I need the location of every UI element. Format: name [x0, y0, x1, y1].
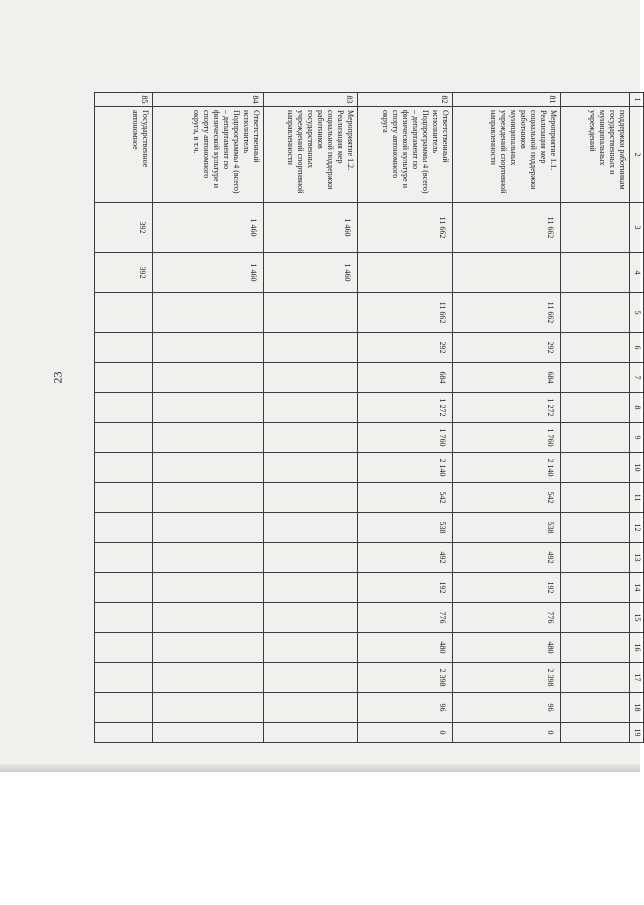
- header-cell: 19: [630, 723, 644, 743]
- value-cell: [263, 633, 358, 663]
- value-cell: 684: [452, 363, 560, 393]
- header-cell: 15: [630, 603, 644, 633]
- value-cell: [358, 253, 453, 293]
- value-cell: [153, 513, 263, 543]
- value-cell: [263, 423, 358, 453]
- value-cell: [263, 723, 358, 743]
- value-cell: [560, 293, 630, 333]
- header-cell: 2: [630, 107, 644, 203]
- value-cell: [560, 363, 630, 393]
- header-cell: 14: [630, 573, 644, 603]
- value-cell: [153, 453, 263, 483]
- value-cell: [263, 693, 358, 723]
- value-cell: 480: [358, 633, 453, 663]
- value-cell: 96: [358, 693, 453, 723]
- table-row: [358, 93, 453, 743]
- row-number-cell: 85: [95, 93, 154, 107]
- value-cell: 542: [358, 483, 453, 513]
- value-cell: [560, 603, 630, 633]
- row-label-cell: Мероприятие 1.1. Реализация мер социальной поддержки работников муниципальных учреждений спортивной направленности: [452, 107, 560, 203]
- value-cell: 776: [452, 603, 560, 633]
- value-cell: 0: [452, 723, 560, 743]
- value-cell: 2 140: [358, 453, 453, 483]
- header-cell: 3: [630, 203, 644, 253]
- page-number: 23: [50, 371, 65, 384]
- header-cell: 11: [630, 483, 644, 513]
- value-cell: [560, 573, 630, 603]
- value-cell: 192: [452, 573, 560, 603]
- table-row: [95, 93, 154, 743]
- value-cell: [153, 573, 263, 603]
- value-cell: [263, 663, 358, 693]
- value-cell: [452, 253, 560, 293]
- value-cell: 1 272: [358, 393, 453, 423]
- header-cell: 16: [630, 633, 644, 663]
- value-cell: [95, 603, 154, 633]
- value-cell: 480: [452, 633, 560, 663]
- value-cell: 11 662: [358, 293, 453, 333]
- value-cell: 492: [452, 543, 560, 573]
- value-cell: [95, 633, 154, 663]
- header-cell: 18: [630, 693, 644, 723]
- value-cell: [95, 393, 154, 423]
- value-cell: [560, 423, 630, 453]
- header-cell: 4: [630, 253, 644, 293]
- value-cell: [153, 603, 263, 633]
- value-cell: 542: [452, 483, 560, 513]
- header-cell: 13: [630, 543, 644, 573]
- header-cell: 12: [630, 513, 644, 543]
- value-cell: [263, 363, 358, 393]
- value-cell: [153, 423, 263, 453]
- value-cell: 1 760: [452, 423, 560, 453]
- value-cell: [153, 543, 263, 573]
- value-cell: 11 662: [452, 293, 560, 333]
- value-cell: [153, 723, 263, 743]
- value-cell: [95, 513, 154, 543]
- value-cell: 1 460: [263, 253, 358, 293]
- value-cell: [95, 483, 154, 513]
- row-label-cell: Государственное автономное: [95, 107, 154, 203]
- value-cell: 292: [452, 333, 560, 363]
- value-cell: 11 662: [452, 203, 560, 253]
- value-cell: 0: [358, 723, 453, 743]
- scan-edge: [0, 764, 640, 772]
- value-cell: [263, 453, 358, 483]
- value-cell: [560, 203, 630, 253]
- value-cell: [560, 393, 630, 423]
- value-cell: [153, 693, 263, 723]
- value-cell: [263, 543, 358, 573]
- table-rotated-wrapper: [94, 92, 644, 742]
- budget-table: [94, 92, 644, 743]
- value-cell: [95, 423, 154, 453]
- value-cell: 1 760: [358, 423, 453, 453]
- table-row: [452, 93, 560, 743]
- header-cell: 7: [630, 363, 644, 393]
- header-cell: 5: [630, 293, 644, 333]
- value-cell: [263, 603, 358, 633]
- value-cell: [560, 633, 630, 663]
- value-cell: [560, 663, 630, 693]
- row-number-cell: 83: [263, 93, 358, 107]
- value-cell: 392: [95, 203, 154, 253]
- table-body: [95, 93, 644, 743]
- value-cell: 392: [95, 253, 154, 293]
- value-cell: [560, 453, 630, 483]
- value-cell: [95, 693, 154, 723]
- value-cell: [95, 573, 154, 603]
- value-cell: [560, 333, 630, 363]
- value-cell: [263, 293, 358, 333]
- value-cell: [95, 543, 154, 573]
- value-cell: 2 398: [452, 663, 560, 693]
- value-cell: 292: [358, 333, 453, 363]
- value-cell: 2 140: [452, 453, 560, 483]
- value-cell: 1 460: [153, 203, 263, 253]
- value-cell: [263, 393, 358, 423]
- value-cell: 192: [358, 573, 453, 603]
- value-cell: 684: [358, 363, 453, 393]
- value-cell: [153, 483, 263, 513]
- header-cell: 9: [630, 423, 644, 453]
- table-row: [263, 93, 358, 743]
- value-cell: [560, 253, 630, 293]
- value-cell: 1 460: [153, 253, 263, 293]
- value-cell: [560, 483, 630, 513]
- row-label-cell: Ответственный исполнитель Подпрограммы 4 (всего) – департамент по физической культуре и спорту автономного округа: [358, 107, 453, 203]
- value-cell: 2 398: [358, 663, 453, 693]
- value-cell: 96: [452, 693, 560, 723]
- value-cell: [95, 723, 154, 743]
- header-cell: 1: [630, 93, 644, 107]
- value-cell: 11 662: [358, 203, 453, 253]
- value-cell: [95, 293, 154, 333]
- value-cell: [263, 573, 358, 603]
- value-cell: [560, 543, 630, 573]
- value-cell: 538: [452, 513, 560, 543]
- header-cell: 6: [630, 333, 644, 363]
- row-number-cell: 82: [358, 93, 453, 107]
- row-number-cell: [560, 93, 630, 107]
- header-cell: 10: [630, 453, 644, 483]
- row-label-cell: Ответственный исполнитель Подпрограммы 4 (всего) – департамент по физической культуре и спорту автономного округа, в т.ч.: [153, 107, 263, 203]
- value-cell: [560, 513, 630, 543]
- row-number-cell: 81: [452, 93, 560, 107]
- value-cell: [95, 663, 154, 693]
- row-number-cell: 84: [153, 93, 263, 107]
- value-cell: [263, 333, 358, 363]
- value-cell: [263, 513, 358, 543]
- value-cell: [95, 363, 154, 393]
- table-header-row: [630, 93, 644, 743]
- value-cell: [153, 333, 263, 363]
- value-cell: [153, 633, 263, 663]
- value-cell: [153, 363, 263, 393]
- value-cell: [263, 483, 358, 513]
- value-cell: 538: [358, 513, 453, 543]
- table-row: [560, 93, 630, 743]
- value-cell: 1 272: [452, 393, 560, 423]
- value-cell: 776: [358, 603, 453, 633]
- value-cell: [560, 693, 630, 723]
- value-cell: [153, 663, 263, 693]
- value-cell: [560, 723, 630, 743]
- row-label-cell: Мероприятие 1.2. Реализация мер социальной поддержки работников государственных учреждений спортивной направленности: [263, 107, 358, 203]
- value-cell: 1 460: [263, 203, 358, 253]
- value-cell: [95, 453, 154, 483]
- value-cell: [153, 293, 263, 333]
- table-row: [153, 93, 263, 743]
- header-cell: 8: [630, 393, 644, 423]
- value-cell: [153, 393, 263, 423]
- value-cell: [95, 333, 154, 363]
- header-cell: 17: [630, 663, 644, 693]
- row-label-cell: поддержки работникам государственных и муниципальных учреждений: [560, 107, 630, 203]
- value-cell: 492: [358, 543, 453, 573]
